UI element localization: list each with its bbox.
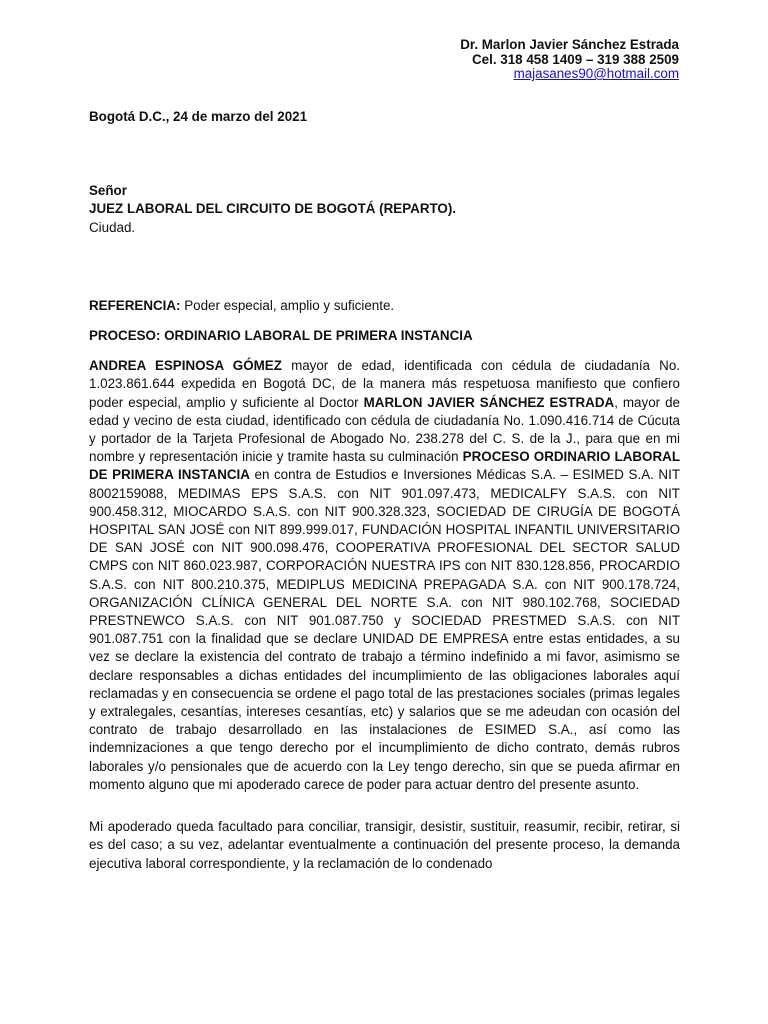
- reference-text: Poder especial, amplio y suficiente.: [180, 297, 395, 313]
- recipient-city: Ciudad.: [89, 219, 136, 235]
- grantor-name: ANDREA ESPINOSA GÓMEZ: [89, 358, 282, 374]
- paragraph1-part2: , mayor de edad y vecino de esta ciudad, identificado con cédula de ciudadanía No. 1.090.416.714 de Cúcuta y portador de la Tarjeta Profesional de Abogado No. 238.278 del C. S. de la J., para que en mi nombre y representación inicie y tramite hasta su culminación: [89, 394, 680, 465]
- sender-name: Dr. Marlon Javier Sánchez Estrada: [460, 37, 679, 52]
- power-of-attorney-paragraph: [89, 357, 680, 794]
- process-name: PROCESO ORDINARIO LABORAL DE PRIMERA INSTANCIA: [89, 449, 680, 483]
- sender-email-link[interactable]: majasanes90@hotmail.com: [513, 66, 679, 81]
- reference-line: [89, 297, 680, 315]
- attorney-name: MARLON JAVIER SÁNCHEZ ESTRADA: [363, 394, 615, 410]
- letter-date: Bogotá D.C., 24 de marzo del 2021: [89, 109, 308, 124]
- sender-phones: Cel. 318 458 1409 – 319 388 2509: [472, 51, 679, 67]
- faculties-paragraph: Mi apoderado queda facultado para conciliar, transigir, desistir, sustituir, reasumir, recibir, retirar, si es del caso; a su vez, adelantar eventualmente a continuación del presente proceso, la demanda ejecutiva laboral correspondiente, y la reclamación de lo condenado: [89, 819, 680, 871]
- process-title: PROCESO: ORDINARIO LABORAL DE PRIMERA INSTANCIA: [89, 328, 473, 344]
- addressee-block: [89, 182, 680, 237]
- recipient: JUEZ LABORAL DEL CIRCUITO DE BOGOTÁ (REPARTO).: [89, 201, 457, 217]
- paragraph1-part1: mayor de edad, identificada con cédula de ciudadanía No. 1.023.861.644 expedida en Bogotá DC, de la manera más respetuosa manifiesto que confiero poder especial, amplio y suficiente al Doctor: [89, 358, 680, 410]
- salutation: Señor: [89, 183, 127, 199]
- letter-body: [89, 108, 680, 873]
- letterhead: [460, 38, 679, 82]
- reference-label: REFERENCIA:: [89, 297, 181, 313]
- paragraph1-part3: en contra de Estudios e Inversiones Médicas S.A. – ESIMED S.A. NIT 8002159088, MEDIMAS EPS S.A.S. con NIT 901.097.473, MEDICALFY S.A.S. con NIT 900.458.312, MIOCARDO S.A.S. con NIT 900.328.323, SOCIEDAD DE CIRUGÍA DE BOGOTÁ HOSPITAL SAN JOSÉ con NIT 899.999.017, FUNDACIÓN HOSPITAL INFANTIL UNIVERSITARIO DE SAN JOSÉ con NIT 900.098.476, COOPERATIVA PROFESIONAL DEL SECTOR SALUD CMPS con NIT 860.023.987, CORPORACIÓN NUESTRA IPS con NIT 830.128.856, PROCARDIO S.A.S. con NIT 800.210.375, MEDIPLUS MEDICINA PREPAGADA S.A. con NIT 900.178.724, ORGANIZACIÓN CLÍNICA GENERAL DEL NORTE S.A. con NIT 980.102.768, SOCIEDAD PRESTNEWCO S.A.S. con NIT 901.087.750 y SOCIEDAD PRESTMED S.A.S. con NIT 901.087.751 con la finalidad que se declare UNIDAD DE EMPRESA entre estas entidades, a su vez se declare la existencia del contrato de trabajo a término indefinido a mi favor, asimismo se declare responsables a dichas entidades del incumplimiento de las obligaciones laborales aquí reclamadas y en consecuencia se ordene el pago total de las prestaciones sociales (primas legales y extralegales, cesantías, intereses cesantías, etc) y salarios que se me adeudan con ocasión del contrato de trabajo desarrollado en las instalaciones de ESIMED S.A., así como las indemnizaciones a que tengo derecho por el incumplimiento de dicho contrato, demás rubros laborales y/o pensionales que de acuerdo con la Ley tengo derecho, sin que se pueda afirmar en momento alguno que mi apoderado carece de poder para actuar dentro del presente asunto.: [89, 467, 680, 792]
